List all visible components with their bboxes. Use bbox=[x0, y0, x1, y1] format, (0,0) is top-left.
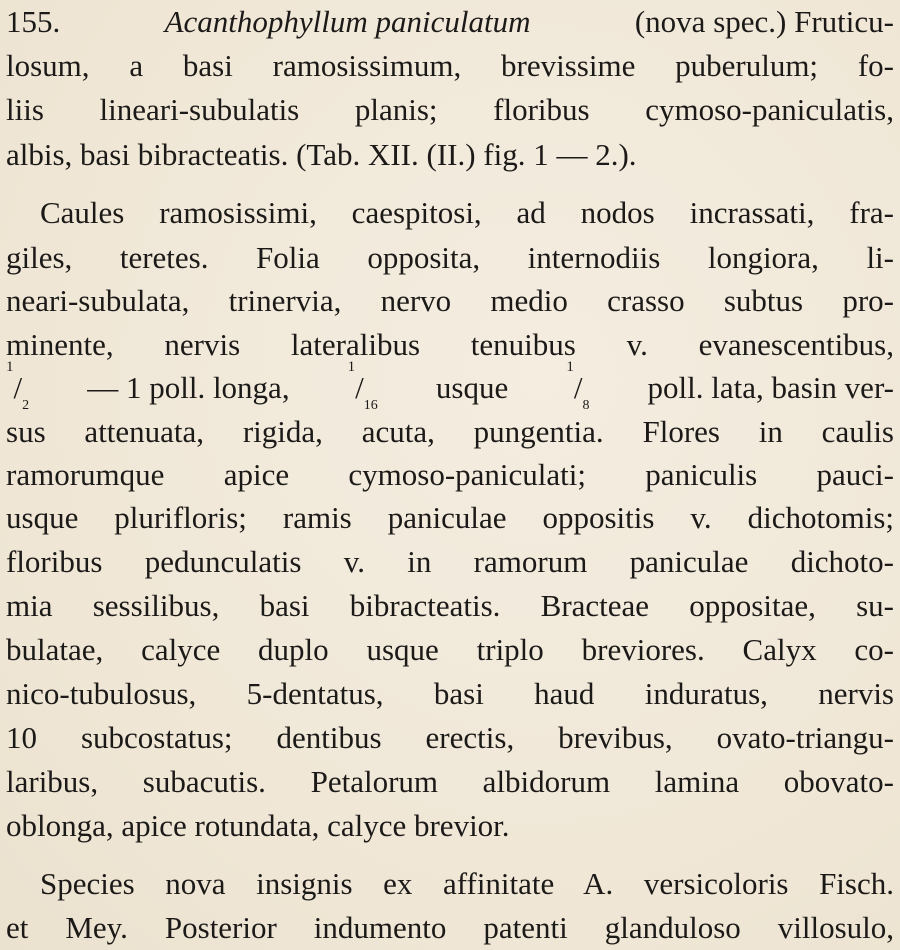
text-line: usque plurifloris; ramis paniculae oppositis v. dichotomis; bbox=[6, 500, 894, 535]
fraction-denominator: 8 bbox=[582, 398, 590, 414]
text-segment: (nova spec.) Fruticu- bbox=[634, 4, 894, 39]
text-line: mia sessilibus, basi bibracteatis. Bracteae oppositae, su- bbox=[6, 588, 894, 623]
text-line: albis, basi bibracteatis. (Tab. XII. (II.) fig. 1 — 2.). bbox=[6, 137, 637, 172]
fraction-denominator: 16 bbox=[363, 398, 378, 414]
fraction-numerator: 1 bbox=[347, 359, 356, 375]
text-line: giles, teretes. Folia opposita, internodiis longiora, li- bbox=[6, 240, 894, 275]
text-line: Species nova insignis ex affinitate A. versicoloris Fisch. bbox=[40, 866, 894, 901]
text-line: minente, nervis lateralibus tenuibus v. evanescentibus, bbox=[6, 327, 894, 362]
text-segment: — 1 poll. longa, bbox=[87, 370, 290, 405]
text-line: liis lineari-subulatis planis; floribus cymoso-paniculatis, bbox=[6, 92, 894, 127]
text-line: ramorumque apice cymoso-paniculati; paniculis pauci- bbox=[6, 457, 894, 492]
text-line bbox=[6, 0, 894, 44]
text-line: losum, a basi ramosissimum, brevissime puberulum; fo- bbox=[6, 48, 894, 83]
text-segment: usque bbox=[435, 370, 509, 405]
text-line: sus attenuata, rigida, acuta, pungentia. Flores in caulis bbox=[6, 414, 894, 449]
text-line: nico-tubulosus, 5-dentatus, basi haud induratus, nervis bbox=[6, 676, 894, 711]
text-line bbox=[6, 359, 894, 414]
fraction: $^1/_2$ bbox=[6, 359, 30, 414]
text-line: floribus pedunculatis v. in ramorum paniculae dichoto- bbox=[6, 544, 894, 579]
text-segment: poll. lata, basin ver- bbox=[647, 370, 894, 405]
text-line: bulatae, calyce duplo usque triplo breviores. Calyx co- bbox=[6, 632, 894, 667]
fraction: $^1/_8$ bbox=[566, 359, 590, 414]
text-line: laribus, subacutis. Petalorum albidorum lamina obovato- bbox=[6, 764, 894, 799]
text-line: Caules ramosissimi, caespitosi, ad nodos incrassati, fra- bbox=[40, 195, 894, 230]
species-name: Acanthophyllum paniculatum bbox=[164, 4, 531, 39]
text-line: oblonga, apice rotundata, calyce brevior. bbox=[6, 808, 510, 843]
fraction-denominator: 2 bbox=[22, 398, 30, 414]
entry-number: 155. bbox=[6, 4, 61, 39]
fraction-numerator: 1 bbox=[6, 359, 14, 375]
fraction: $^1/_{16}$ bbox=[347, 359, 378, 414]
text-line: neari-subulata, trinervia, nervo medio crasso subtus pro- bbox=[6, 283, 894, 318]
fraction-numerator: 1 bbox=[566, 359, 574, 375]
text-line: 10 subcostatus; dentibus erectis, brevibus, ovato-triangu- bbox=[6, 720, 894, 755]
text-line: et Mey. Posterior indumento patenti glanduloso villosulo, bbox=[6, 910, 894, 945]
